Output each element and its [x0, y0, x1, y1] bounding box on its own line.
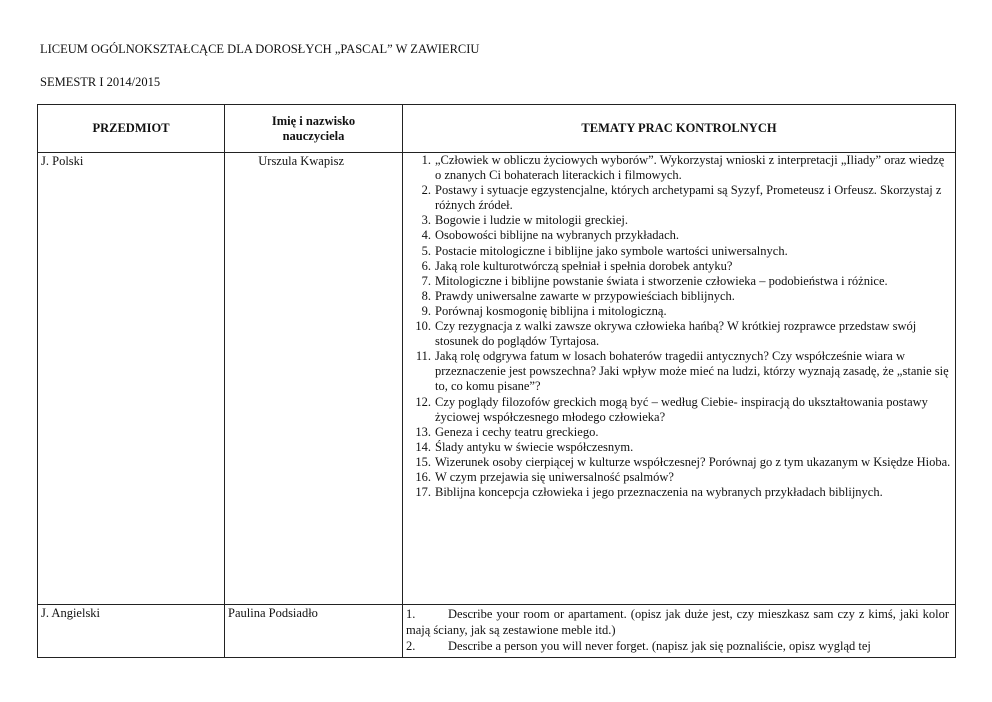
topic-item: 6. Jaką role kulturotwórczą spełniał i spełnia dorobek antyku?: [421, 258, 733, 273]
topic-item: 11. Jaką rolę odgrywa fatum w losach bohaterów tragedii antycznych? Czy współcześnie wiara w przeznaczenie jest powszechna? Jaki wpływ może mieć na ludzi, którzy wyznają zasadę, że „stanie się to, co komu pisane”?: [415, 349, 949, 394]
topic-item: 10. Czy rezygnacja z walki zawsze okrywa człowieka hańbą? W krótkiej rozprawce przedstaw swój stosunek do poglądów Tyrtajosa.: [415, 319, 917, 349]
topic-item: 17. Biblijna koncepcja człowieka i jego przeznaczenia na wybranych przykładach biblijnych.: [415, 485, 883, 500]
header-teacher: [225, 105, 403, 153]
topic-item: 14. Ślady antyku w świecie współczesnym.: [415, 439, 634, 454]
semester-line: SEMESTR I 2014/2015: [40, 75, 161, 89]
topic-item: 16. W czym przejawia się uniwersalność psalmów?: [415, 469, 674, 484]
topic-item: 5. Postacie mitologiczne i biblijne jako symbole wartości uniwersalnych.: [421, 243, 788, 258]
header-teacher-line2: nauczyciela: [282, 128, 345, 143]
topic-item: 1. Describe your room or apartament. (opisz jak duże jest, czy mieszkasz sam czy z kimś, jaki kolor mają ściany, jak są zestawione meble itd.): [406, 607, 949, 637]
topic-item: 2. Postawy i sytuacje egzystencjalne, których archetypami są Syzyf, Prometeusz i Orfeusz. Skorzystaj z różnych źródeł.: [421, 183, 942, 213]
table-header-row: [38, 105, 956, 153]
topic-item: 8. Prawdy uniwersalne zawarte w przypowieściach biblijnych.: [421, 288, 735, 303]
topic-item: 3. Bogowie i ludzie w mitologii greckiej.: [421, 213, 629, 228]
header-topics: TEMATY PRAC KONTROLNYCH: [403, 105, 956, 153]
topics-cell: [403, 605, 956, 658]
subject-cell: J. Angielski: [41, 606, 101, 620]
topic-item: 1. „Człowiek w obliczu życiowych wyborów”. Wykorzystaj wnioski z interpretacji „Iliady” oraz wiedzę o znanych Ci bohaterach literackich i filmowych.: [421, 153, 945, 183]
topic-item: 15. Wizerunek osoby cierpiącej w kulturze współczesnej? Porównaj go z tym ukazanym w Księdze Hioba.: [415, 454, 951, 469]
topic-item: 4. Osobowości biblijne na wybranych przykładach.: [421, 228, 680, 243]
subject-cell: J. Polski: [41, 154, 84, 168]
teacher-cell: Paulina Podsiadło: [228, 606, 318, 620]
header-subject: PRZEDMIOT: [38, 105, 225, 153]
topics-cell: [403, 153, 956, 605]
teacher-cell: Urszula Kwapisz: [258, 154, 344, 168]
table-row: [38, 605, 956, 658]
topic-item: 12. Czy poglądy filozofów greckich mogą być – według Ciebie- inspiracją do ukształtowania postawy życiowej współczesnego młodego człowieka?: [415, 394, 928, 424]
topic-item: 2. Describe a person you will never forget. (napisz jak się poznaliście, opisz wygląd tej: [406, 639, 871, 653]
topic-item: 7. Mitologiczne i biblijne powstanie świata i stworzenie człowieka – podobieństwa i różnice.: [421, 273, 888, 288]
header-teacher-line1: Imię i nazwisko: [271, 113, 356, 128]
table-row: [38, 153, 956, 605]
topic-item: 13. Geneza i cechy teatru greckiego.: [415, 424, 599, 439]
topic-item: 9. Porównaj kosmogonię biblijna i mitologiczną.: [421, 303, 667, 318]
english-topics: [403, 605, 955, 654]
topic-list: [403, 153, 955, 500]
topics-table: [37, 104, 956, 658]
school-name: LICEUM OGÓLNOKSZTAŁCĄCE DLA DOROSŁYCH „PASCAL” W ZAWIERCIU: [40, 42, 480, 56]
